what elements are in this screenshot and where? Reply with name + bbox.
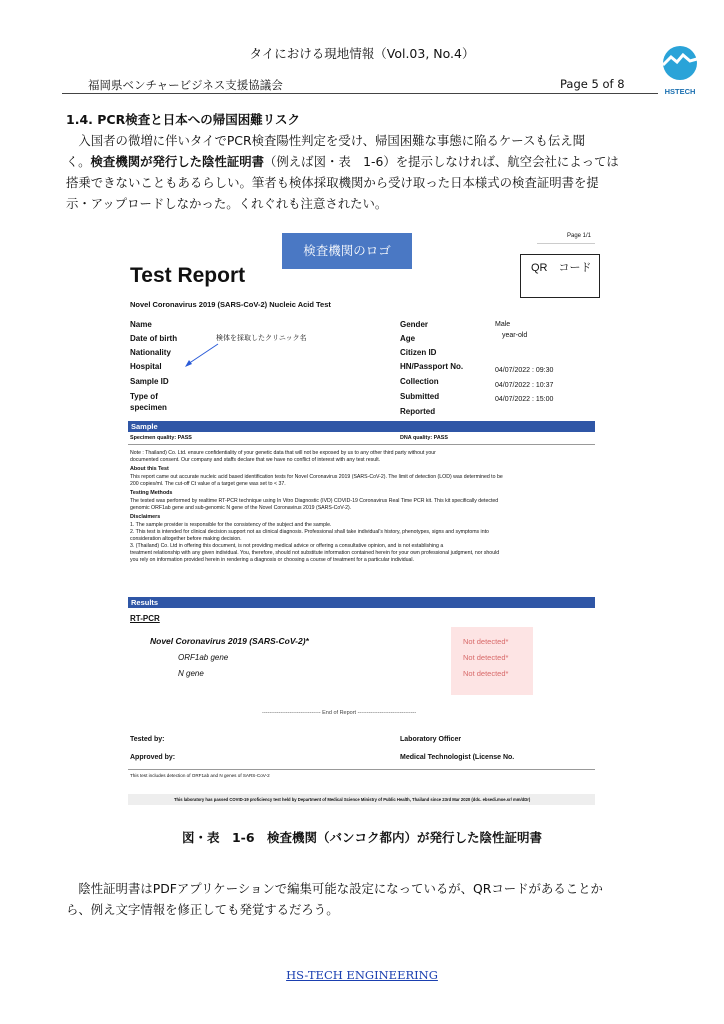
report-subtitle: Novel Coronavirus 2019 (SARS-CoV-2) Nucleic Acid Test [130,300,331,309]
label-dob: Date of birth [130,334,178,343]
label-hospital: Hospital [130,362,162,371]
para1-line3: 搭乗できないこともあるらしい。筆者も検体採取機関から受け取った日本様式の検査証明書を提 [66,175,599,190]
label-passport: HN/Passport No. [400,362,464,371]
label-name: Name [130,320,152,329]
page-number: Page 5 of 8 [560,77,625,91]
value-age: year-old [502,332,528,339]
medical-technologist: Medical Technologist (License No. [400,754,515,761]
test-report-figure [122,226,600,816]
disclaimers-heading: Disclaimers [130,514,161,520]
label-gender: Gender [400,320,429,329]
methods-line-1: The tested was performed by realtime RT-PCR technique using In Vitro Diagnostic (IVD) COVID-19 Coronavirus Real Time PCR kit. This kit specifically detected [130,498,499,504]
label-collection: Collection [400,377,439,386]
paragraph-2 [66,878,666,920]
methods-heading: Testing Methods [130,490,173,496]
annotation-arrow [182,342,222,370]
clinic-annotation: 検体を採取したクリニック名 [216,334,307,342]
disclaimer-2b: consideration altogether before making decision. [130,536,242,542]
para1-line2 [66,151,666,172]
hstech-logo [660,44,700,98]
disclaimer-3b: treatment relationship with any given individual. You, therefore, should not substitute information contained herein for your own professional judgment, nor should [130,550,500,556]
footer-link[interactable]: HS-TECH ENGINEERING [286,968,438,982]
label-sample-id: Sample ID [130,377,169,386]
value-submitted: 04/07/2022 : 10:37 [495,382,554,389]
para1-bold-text: 検査機関が発行した陰性証明書 [90,154,265,169]
results-section-bar: Results [128,597,595,608]
disclaimer-3: 3. (Thailand) Co. Ltd in offering this document, is not providing medical advice or offering a consultative opinion, and is not establishing a [130,543,444,549]
laboratory-officer: Laboratory Officer [400,736,462,743]
sample-section-bar: Sample [128,421,595,432]
report-footnote: This test includes detection of ORF1ab and N genes of SARS-CoV-2 [130,773,270,778]
note-line-2: documented consent. Our company and staffs declare that we have no conflict of interest with any test result. [130,457,381,463]
disclaimer-1: 1. The sample provider is responsible for the consistency of the subject and the sample. [130,522,332,528]
para1-line1: 入国者の微増に伴いタイでPCR検査陽性判定を受け、帰国困難な事態に陥るケースも伝え聞 [66,133,585,148]
organization-name: 福岡県ベンチャービジネス支援協議会 [88,78,283,92]
label-citizen-id: Citizen ID [400,348,437,357]
report-page-label: Page 1/1 [567,233,592,239]
para1-line4: 示・アップロードしなかった。くれぐれも注意されたい。 [66,196,388,211]
specimen-quality: Specimen quality: PASS [130,435,192,441]
virus-name: Novel Coronavirus 2019 (SARS-CoV-2)* [150,636,309,646]
value-gender: Male [495,321,511,328]
report-title: Test Report [130,264,246,287]
para1-text-cont: （例えば図・表 1-6）を提示しなければ、航空会社によっては [264,154,619,169]
disclaimer-3c: you rely on information provided herein in rendering a diagnosis or choosing a course of treatment for a particular individual. [130,557,415,563]
value-reported: 04/07/2022 : 15:00 [495,396,554,403]
qr-code-placeholder: QR コード [520,254,600,298]
result-virus: Not detected* [463,637,509,646]
rtpcr-label: RT-PCR [130,614,160,623]
result-n: Not detected* [463,669,509,678]
approved-by: Approved by: [130,754,176,761]
value-collection: 04/07/2022 : 09:30 [495,367,554,374]
end-of-report: -------------------------------- End of Report -------------------------------- [262,710,417,716]
figure-caption: 図・表 1-6 検査機関（バンコク都内）が発行した陰性証明書 [181,830,543,845]
lab-logo-placeholder: 検査機関のロゴ [282,233,412,269]
label-submitted: Submitted [400,392,440,401]
disclaimer-2: 2. This test is intended for clinical decision support not as clinical diagnosis. Professional shall take individual's history, phenotypes, signs and symptoms into [130,529,489,535]
note-line-1: Note : Thailand) Co. Ltd. ensure confidentiality of your genetic data that will not be exposed by us to any other third party without your [130,450,436,456]
section-heading: 1.4. PCR検査と日本への帰国困難リスク [66,112,300,127]
para2-line2: ら、例え文字情報を修正しても発覚するだろう。 [66,902,339,917]
para1-text: く。 [66,154,91,169]
gene-orf1ab: ORF1ab gene [178,653,229,662]
about-line-1: This report came out accurate nucleic acid based identification tests for Novel Coronavirus 2019 (SARS-CoV-2). The limit of detection (LOD) was determined to be [130,474,503,480]
logo-text: HSTECH [664,87,696,96]
methods-line-2: genomic ORF1ab gene and sub-genomic N gene of the Novel Coronavirus 2019 (SARS-CoV-2). [130,505,352,511]
label-reported: Reported [400,407,436,416]
proficiency-note: This laboratory has passed COVID-19 proficiency test held by Department of Medical Science Ministry of Public Health, Thailand since 23rd Mar 2020 (ddc. ebsedi.moe.sr/ mm/dDr) [174,797,531,802]
about-line-2: 200 copies/ml. The cut-off Ct value of a target gene was set to < 37. [130,481,286,487]
tested-by: Tested by: [130,736,165,743]
label-nationality: Nationality [130,348,171,357]
label-specimen: specimen [130,403,167,412]
about-heading: About this Test [130,466,169,472]
gene-n: N gene [178,669,204,678]
header-divider [62,93,658,94]
label-type-of: Type of [130,392,158,401]
result-orf1ab: Not detected* [463,653,509,662]
document-title: タイにおける現地情報（Vol.03, No.4） [249,46,475,61]
dna-quality: DNA quality: PASS [400,435,448,441]
para2-line1: 陰性証明書はPDFアプリケーションで編集可能な設定になっているが、QRコードがあることか [66,881,603,896]
label-age: Age [400,334,416,343]
paragraph-1 [66,130,666,214]
